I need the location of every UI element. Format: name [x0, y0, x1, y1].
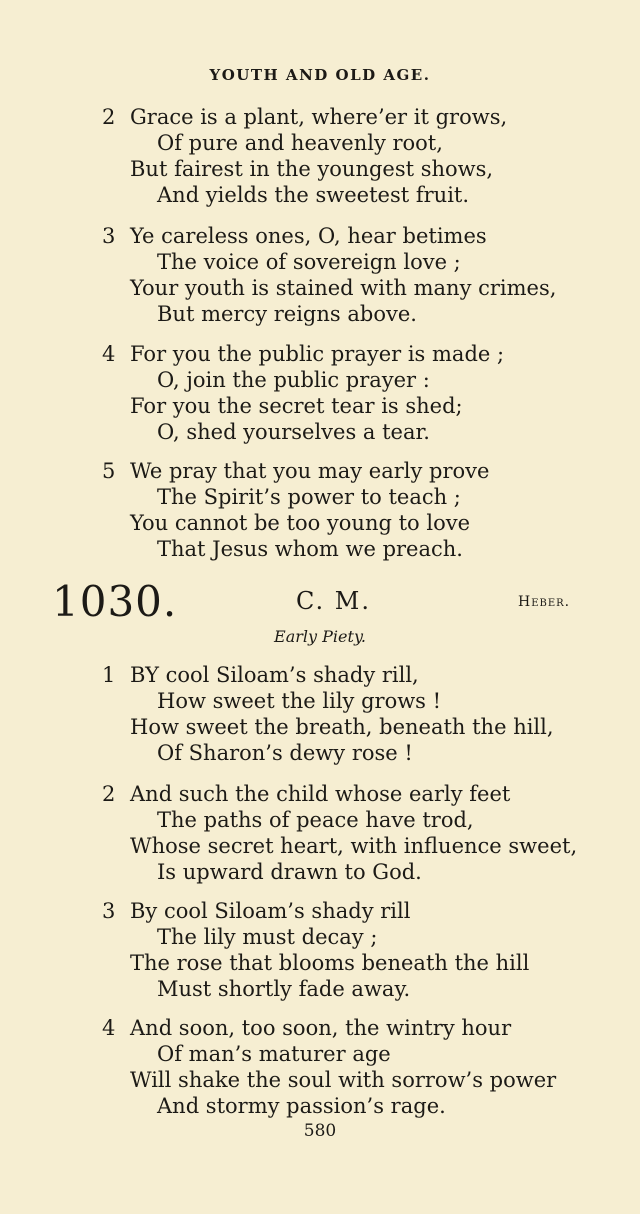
- verse-line: But fairest in the youngest shows,: [130, 157, 494, 181]
- hymn-number: 1030.: [52, 577, 178, 626]
- verse-line: The Spirit’s power to teach ;: [157, 485, 461, 509]
- verse-line: Grace is a plant, where’er it grows,: [130, 105, 508, 129]
- verse-line: The lily must decay ;: [157, 925, 378, 949]
- verse-line: That Jesus whom we preach.: [157, 537, 463, 561]
- stanza-number: 2: [102, 105, 116, 129]
- verse-line: BY cool Siloam’s shady rill,: [130, 663, 419, 687]
- verse-line: But mercy reigns above.: [157, 302, 417, 326]
- verse-line: O, join the public prayer :: [157, 368, 430, 392]
- hymn-author: Heber.: [518, 594, 571, 610]
- verse-line: Whose secret heart, with influence sweet,: [130, 834, 578, 858]
- verse-line: You cannot be too young to love: [130, 511, 470, 535]
- hymn-title: Early Piety.: [274, 627, 366, 646]
- stanza-number: 4: [102, 1016, 116, 1040]
- verse-line: The voice of sovereign love ;: [157, 250, 461, 274]
- verse-line: The rose that blooms beneath the hill: [130, 951, 530, 975]
- verse-line: Is upward drawn to God.: [157, 860, 422, 884]
- verse-line: Of man’s maturer age: [157, 1042, 391, 1066]
- verse-line: Ye careless ones, O, hear betimes: [130, 224, 487, 248]
- verse-line: And soon, too soon, the wintry hour: [130, 1016, 512, 1040]
- verse-line: Will shake the soul with sorrow’s power: [130, 1068, 557, 1092]
- verse-line: O, shed yourselves a tear.: [157, 420, 430, 444]
- verse-line: And yields the sweetest fruit.: [157, 183, 470, 207]
- verse-line: For you the public prayer is made ;: [130, 342, 505, 366]
- page-number: 580: [303, 1121, 337, 1141]
- running-head: YOUTH AND OLD AGE.: [209, 66, 431, 84]
- stanza-number: 1: [102, 663, 116, 687]
- verse-line: Must shortly fade away.: [157, 977, 411, 1001]
- verse-line: And stormy passion’s rage.: [157, 1094, 446, 1118]
- verse-line: We pray that you may early prove: [130, 459, 490, 483]
- stanza-number: 4: [102, 342, 116, 366]
- verse-line: Of pure and heavenly root,: [157, 131, 443, 155]
- verse-line: By cool Siloam’s shady rill: [130, 899, 411, 923]
- stanza-number: 5: [102, 459, 116, 483]
- stanza-number: 3: [102, 224, 116, 248]
- stanza-number: 3: [102, 899, 116, 923]
- verse-line: How sweet the breath, beneath the hill,: [130, 715, 554, 739]
- verse-line: And such the child whose early feet: [130, 782, 511, 806]
- stanza-number: 2: [102, 782, 116, 806]
- verse-line: Of Sharon’s dewy rose !: [157, 741, 413, 765]
- verse-line: How sweet the lily grows !: [157, 689, 442, 713]
- verse-line: For you the secret tear is shed;: [130, 394, 463, 418]
- hymn-meter: C. M.: [296, 587, 371, 615]
- verse-line: The paths of peace have trod,: [157, 808, 474, 832]
- verse-line: Your youth is stained with many crimes,: [130, 276, 557, 300]
